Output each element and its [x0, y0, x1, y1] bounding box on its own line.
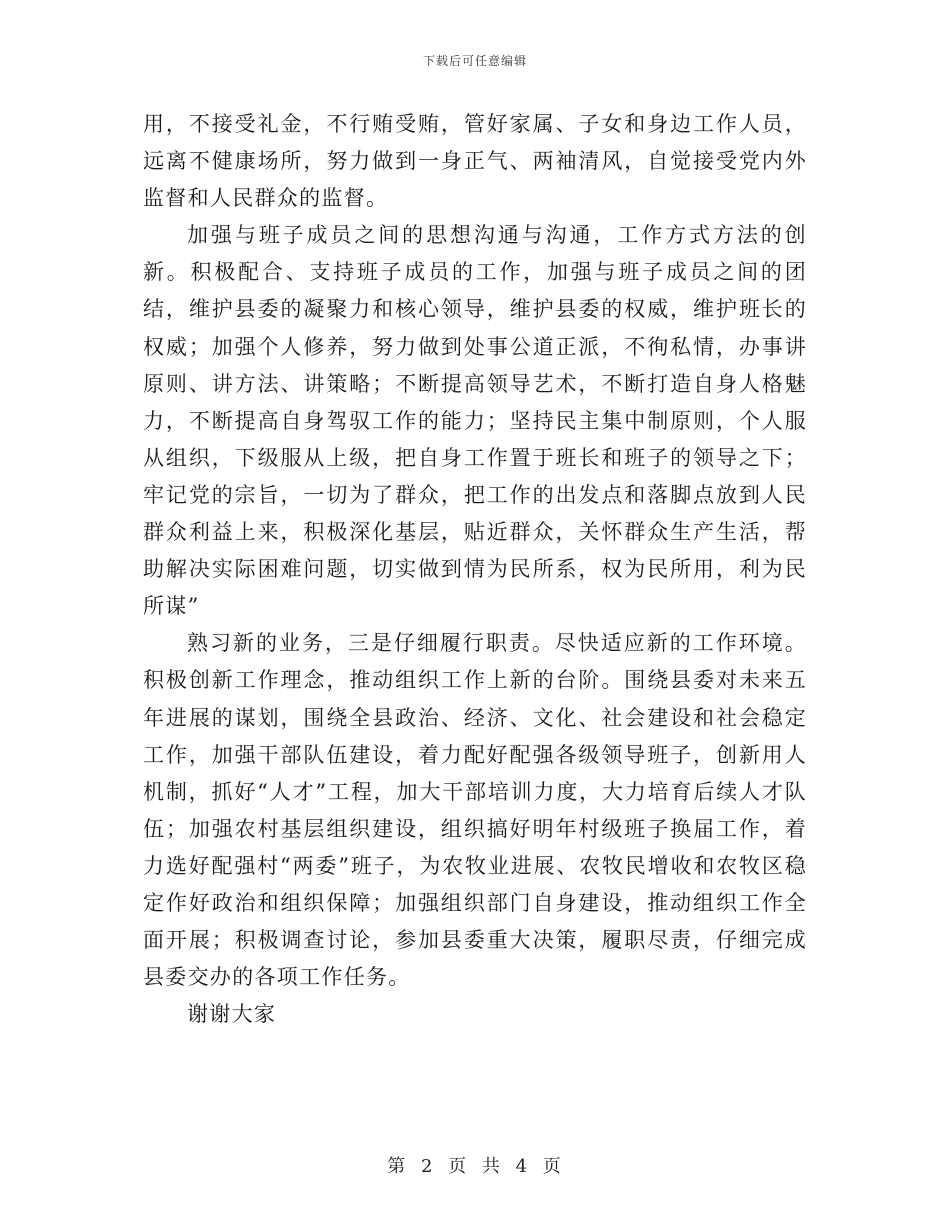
paragraph-4: 谢谢大家 [187, 1002, 277, 1027]
page-header: 下载后可任意编辑 [422, 54, 527, 68]
document-body [143, 106, 807, 1033]
paragraph-2: 加强与班子成员之间的思想沟通与沟通，工作方式方法的创新。积极配合、支持班子成员的工作，加强与班子成员之间的团结，维护县委的凝聚力和核心领导，维护县委的权威，维护班长的权威；加强个人修养，努力做到处事公道正派，不徇私情，办事讲原则、讲方法、讲策略；不断提高领导艺术，不断打造自身人格魅力，不断提高自身驾驭工作的能力；坚持民主集中制原则，个人服从组织，下级服从上级，把自身工作置于班长和班子的领导之下；牢记党的宗旨，一切为了群众，把工作的出发点和落脚点放到人民群众利益上来，积极深化基层，贴近群众，关怀群众生产生活，帮助解决实际困难问题，切实做到情为民所系，权为民所用，利为民所谋” [143, 223, 807, 619]
page-footer: 第 2 页 共 4 页 [387, 1156, 563, 1177]
paragraph-1: 用，不接受礼金，不行贿受贿，管好家属、子女和身边工作人员，远离不健康场所，努力做到一身正气、两袖清风，自觉接受党内外监督和人民群众的监督。 [143, 112, 807, 211]
paragraph-3: 熟习新的业务，三是仔细履行职责。尽快适应新的工作环境。积极创新工作理念，推动组织工作上新的台阶。围绕县委对未来五年进展的谋划，围绕全县政治、经济、文化、社会建设和社会稳定工作，加强干部队伍建设，着力配好配强各级领导班子，创新用人机制，抓好“人才”工程，加大干部培训力度，大力培育后续人才队伍；加强农村基层组织建设，组织搞好明年村级班子换届工作，着力选好配强村“两委”班子，为农牧业进展、农牧民增收和农牧区稳定作好政治和组织保障；加强组织部门自身建设，推动组织工作全面开展；积极调查讨论，参加县委重大决策，履职尽责，仔细完成县委交办的各项工作任务。 [143, 631, 807, 990]
